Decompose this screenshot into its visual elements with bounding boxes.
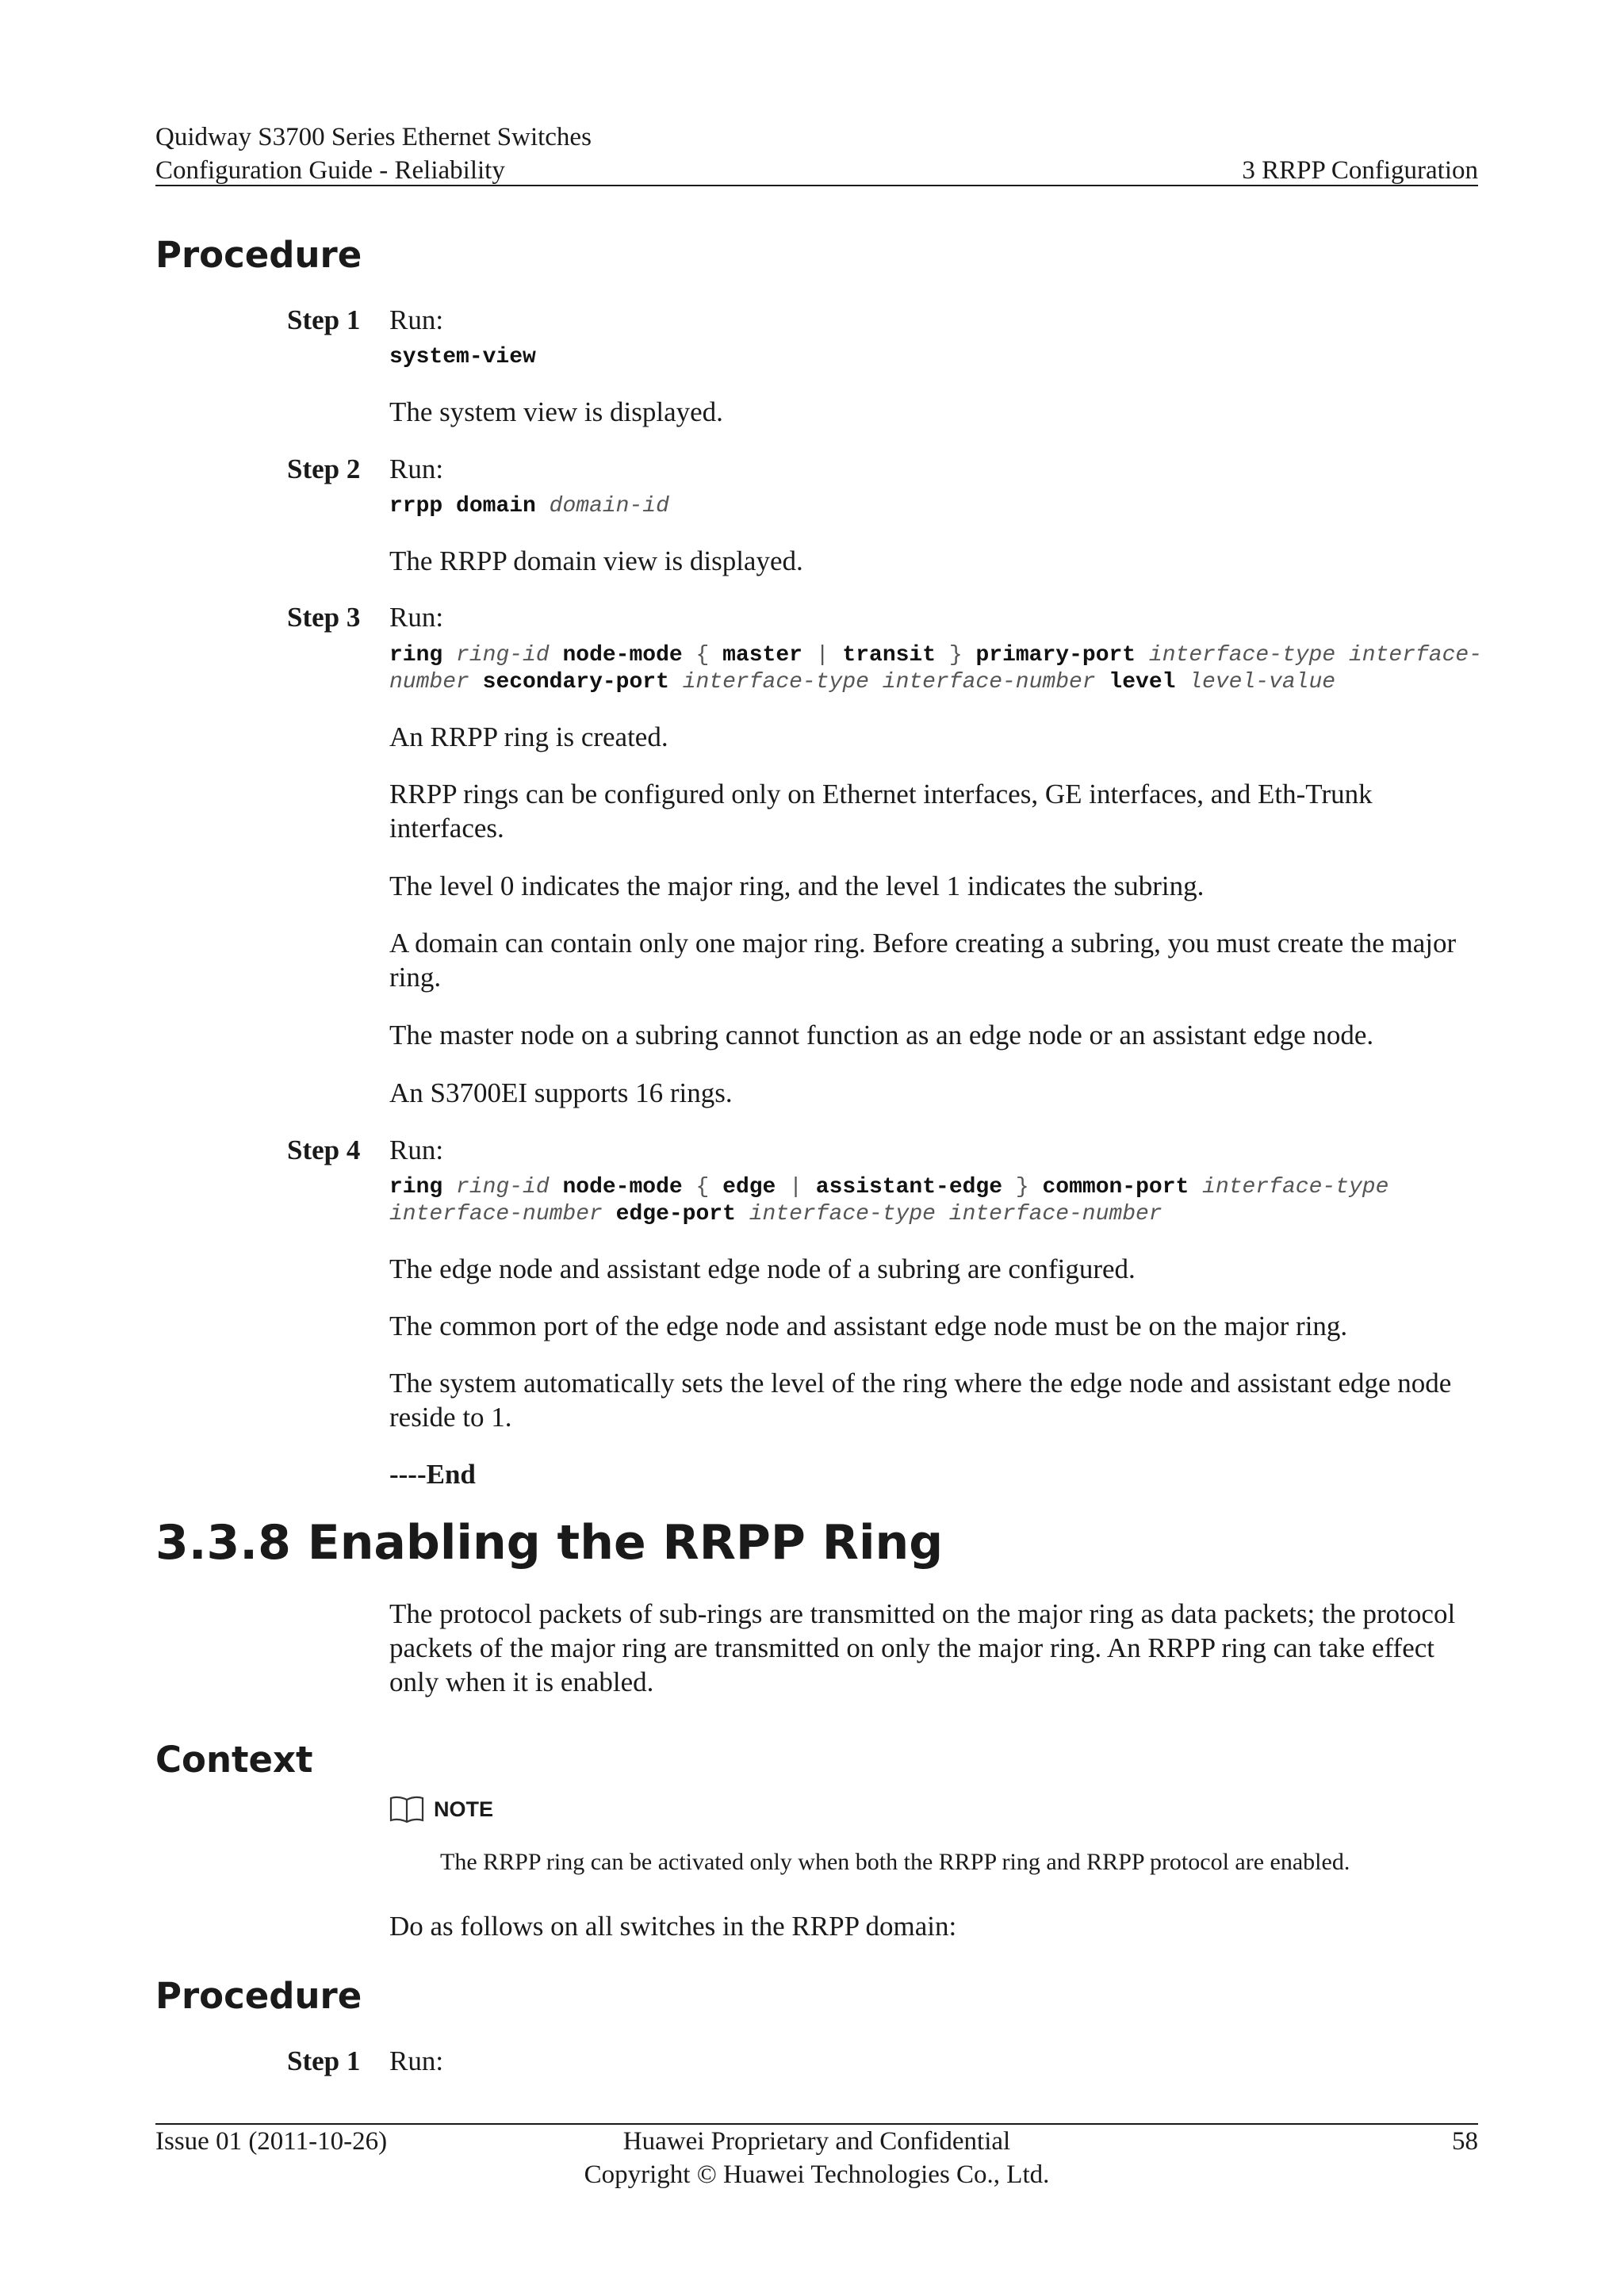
cmd-symbol: } bbox=[948, 643, 963, 668]
cmd-keyword: rrpp bbox=[389, 494, 443, 519]
cmd-keyword: edge bbox=[722, 1175, 776, 1200]
cmd-keyword: primary-port bbox=[975, 643, 1136, 668]
cmd-variable: domain-id bbox=[549, 494, 669, 519]
cmd-keyword: assistant-edge bbox=[815, 1175, 1003, 1200]
step-4-command-line-1 bbox=[389, 1174, 1388, 1201]
cmd-variable: ring-id bbox=[456, 1175, 550, 1200]
step-2-run: Run: bbox=[389, 453, 444, 484]
step-2-command bbox=[389, 493, 669, 520]
cmd-keyword: system-view bbox=[389, 345, 536, 369]
cmd-variable: interface-number bbox=[882, 670, 1096, 695]
step-1-command bbox=[389, 344, 536, 371]
footer-copyright: Copyright © Huawei Technologies Co., Ltd. bbox=[584, 2160, 1050, 2189]
step-3-paragraph: A domain can contain only one major ring. Before creating a subring, you must create the major ring. bbox=[389, 928, 1457, 993]
step-3-paragraph: The master node on a subring cannot function as an edge node or an assistant edge node. bbox=[389, 1020, 1374, 1050]
procedure-heading: Procedure bbox=[155, 234, 362, 276]
header-product: Quidway S3700 Series Ethernet Switches bbox=[155, 123, 592, 151]
step-3-paragraph: RRPP rings can be configured only on Ethernet interfaces, GE interfaces, and Eth-Trunk interfaces. bbox=[389, 779, 1373, 844]
footer-center bbox=[0, 2125, 1624, 2191]
cmd-variable: interface-type bbox=[749, 1202, 936, 1226]
cmd-keyword: common-port bbox=[1042, 1175, 1189, 1200]
step-1-label: Step 1 bbox=[287, 2045, 361, 2076]
step-3-command-line-1 bbox=[389, 642, 1482, 669]
cmd-symbol: { bbox=[695, 643, 710, 668]
cmd-variable: interface- bbox=[1348, 643, 1483, 668]
note-text: The RRPP ring can be activated only when both the RRPP ring and RRPP protocol are enabled. bbox=[440, 1849, 1350, 1875]
note-header bbox=[389, 1792, 493, 1827]
cmd-keyword: secondary-port bbox=[482, 670, 669, 695]
header-guide: Configuration Guide - Reliability bbox=[155, 156, 505, 185]
cmd-keyword: node-mode bbox=[562, 643, 683, 668]
header-divider bbox=[155, 185, 1478, 186]
footer-issue: Issue 01 (2011-10-26) bbox=[155, 2127, 388, 2156]
step-3-paragraph: An S3700EI supports 16 rings. bbox=[389, 1077, 733, 1108]
cmd-symbol: { bbox=[695, 1175, 710, 1200]
step-4-label: Step 4 bbox=[287, 1135, 361, 1165]
cmd-symbol: } bbox=[1015, 1175, 1029, 1200]
step-4-command-line-2 bbox=[389, 1201, 1162, 1228]
cmd-variable: number bbox=[389, 670, 469, 695]
cmd-symbol: | bbox=[789, 1175, 802, 1200]
cmd-keyword: master bbox=[722, 643, 802, 668]
cmd-keyword: node-mode bbox=[562, 1175, 683, 1200]
context-heading: Context bbox=[155, 1739, 313, 1781]
note-label: NOTE bbox=[434, 1797, 494, 1821]
cmd-keyword: edge-port bbox=[615, 1202, 736, 1226]
step-2-label: Step 2 bbox=[287, 453, 361, 484]
step-3-label: Step 3 bbox=[287, 602, 361, 633]
cmd-variable: interface-type bbox=[1148, 643, 1336, 668]
step-3-paragraph: An RRPP ring is created. bbox=[389, 721, 668, 752]
cmd-variable: interface-type bbox=[1202, 1175, 1389, 1200]
step-1-label: Step 1 bbox=[287, 304, 361, 335]
context-paragraph: Do as follows on all switches in the RRPP domain: bbox=[389, 1911, 957, 1942]
section-title: 3.3.8 Enabling the RRPP Ring bbox=[155, 1515, 944, 1571]
cmd-variable: level-value bbox=[1189, 670, 1336, 695]
cmd-variable: interface-number bbox=[389, 1202, 603, 1226]
cmd-keyword: level bbox=[1109, 670, 1176, 695]
cmd-keyword: ring bbox=[389, 1175, 443, 1200]
step-4-paragraph: The edge node and assistant edge node of a subring are configured. bbox=[389, 1253, 1136, 1284]
page-number: 58 bbox=[1452, 2127, 1478, 2156]
step-1-run: Run: bbox=[389, 2045, 444, 2076]
cmd-variable: interface-number bbox=[948, 1202, 1162, 1226]
step-4-paragraph: The system automatically sets the level of the ring where the edge node and assistant edge node reside to 1. bbox=[389, 1368, 1452, 1433]
book-icon bbox=[389, 1795, 424, 1823]
step-3-command-line-2 bbox=[389, 669, 1335, 696]
cmd-keyword: transit bbox=[842, 643, 936, 668]
cmd-keyword: domain bbox=[456, 494, 536, 519]
header-section: 3 RRPP Configuration bbox=[1242, 156, 1478, 185]
cmd-symbol: | bbox=[815, 643, 829, 668]
step-1-result: The system view is displayed. bbox=[389, 396, 723, 427]
cmd-variable: ring-id bbox=[456, 643, 550, 668]
step-1-run: Run: bbox=[389, 304, 444, 335]
step-3-paragraph: The level 0 indicates the major ring, and the level 1 indicates the subring. bbox=[389, 871, 1205, 901]
section-intro: The protocol packets of sub-rings are transmitted on the major ring as data packets; the protocol packets of the major ring are transmitted on only the major ring. An RRPP ring can take effect only when it is enabled. bbox=[389, 1598, 1456, 1697]
step-3-run: Run: bbox=[389, 602, 444, 633]
step-2-result: The RRPP domain view is displayed. bbox=[389, 545, 803, 576]
step-4-run: Run: bbox=[389, 1135, 444, 1165]
page-header bbox=[155, 121, 1478, 187]
procedure-heading: Procedure bbox=[155, 1975, 362, 2017]
cmd-keyword: ring bbox=[389, 643, 443, 668]
procedure-end-marker: ----End bbox=[389, 1459, 476, 1490]
cmd-variable: interface-type bbox=[682, 670, 869, 695]
step-4-paragraph: The common port of the edge node and assistant edge node must be on the major ring. bbox=[389, 1311, 1348, 1341]
footer-confidential: Huawei Proprietary and Confidential bbox=[622, 2127, 1011, 2156]
